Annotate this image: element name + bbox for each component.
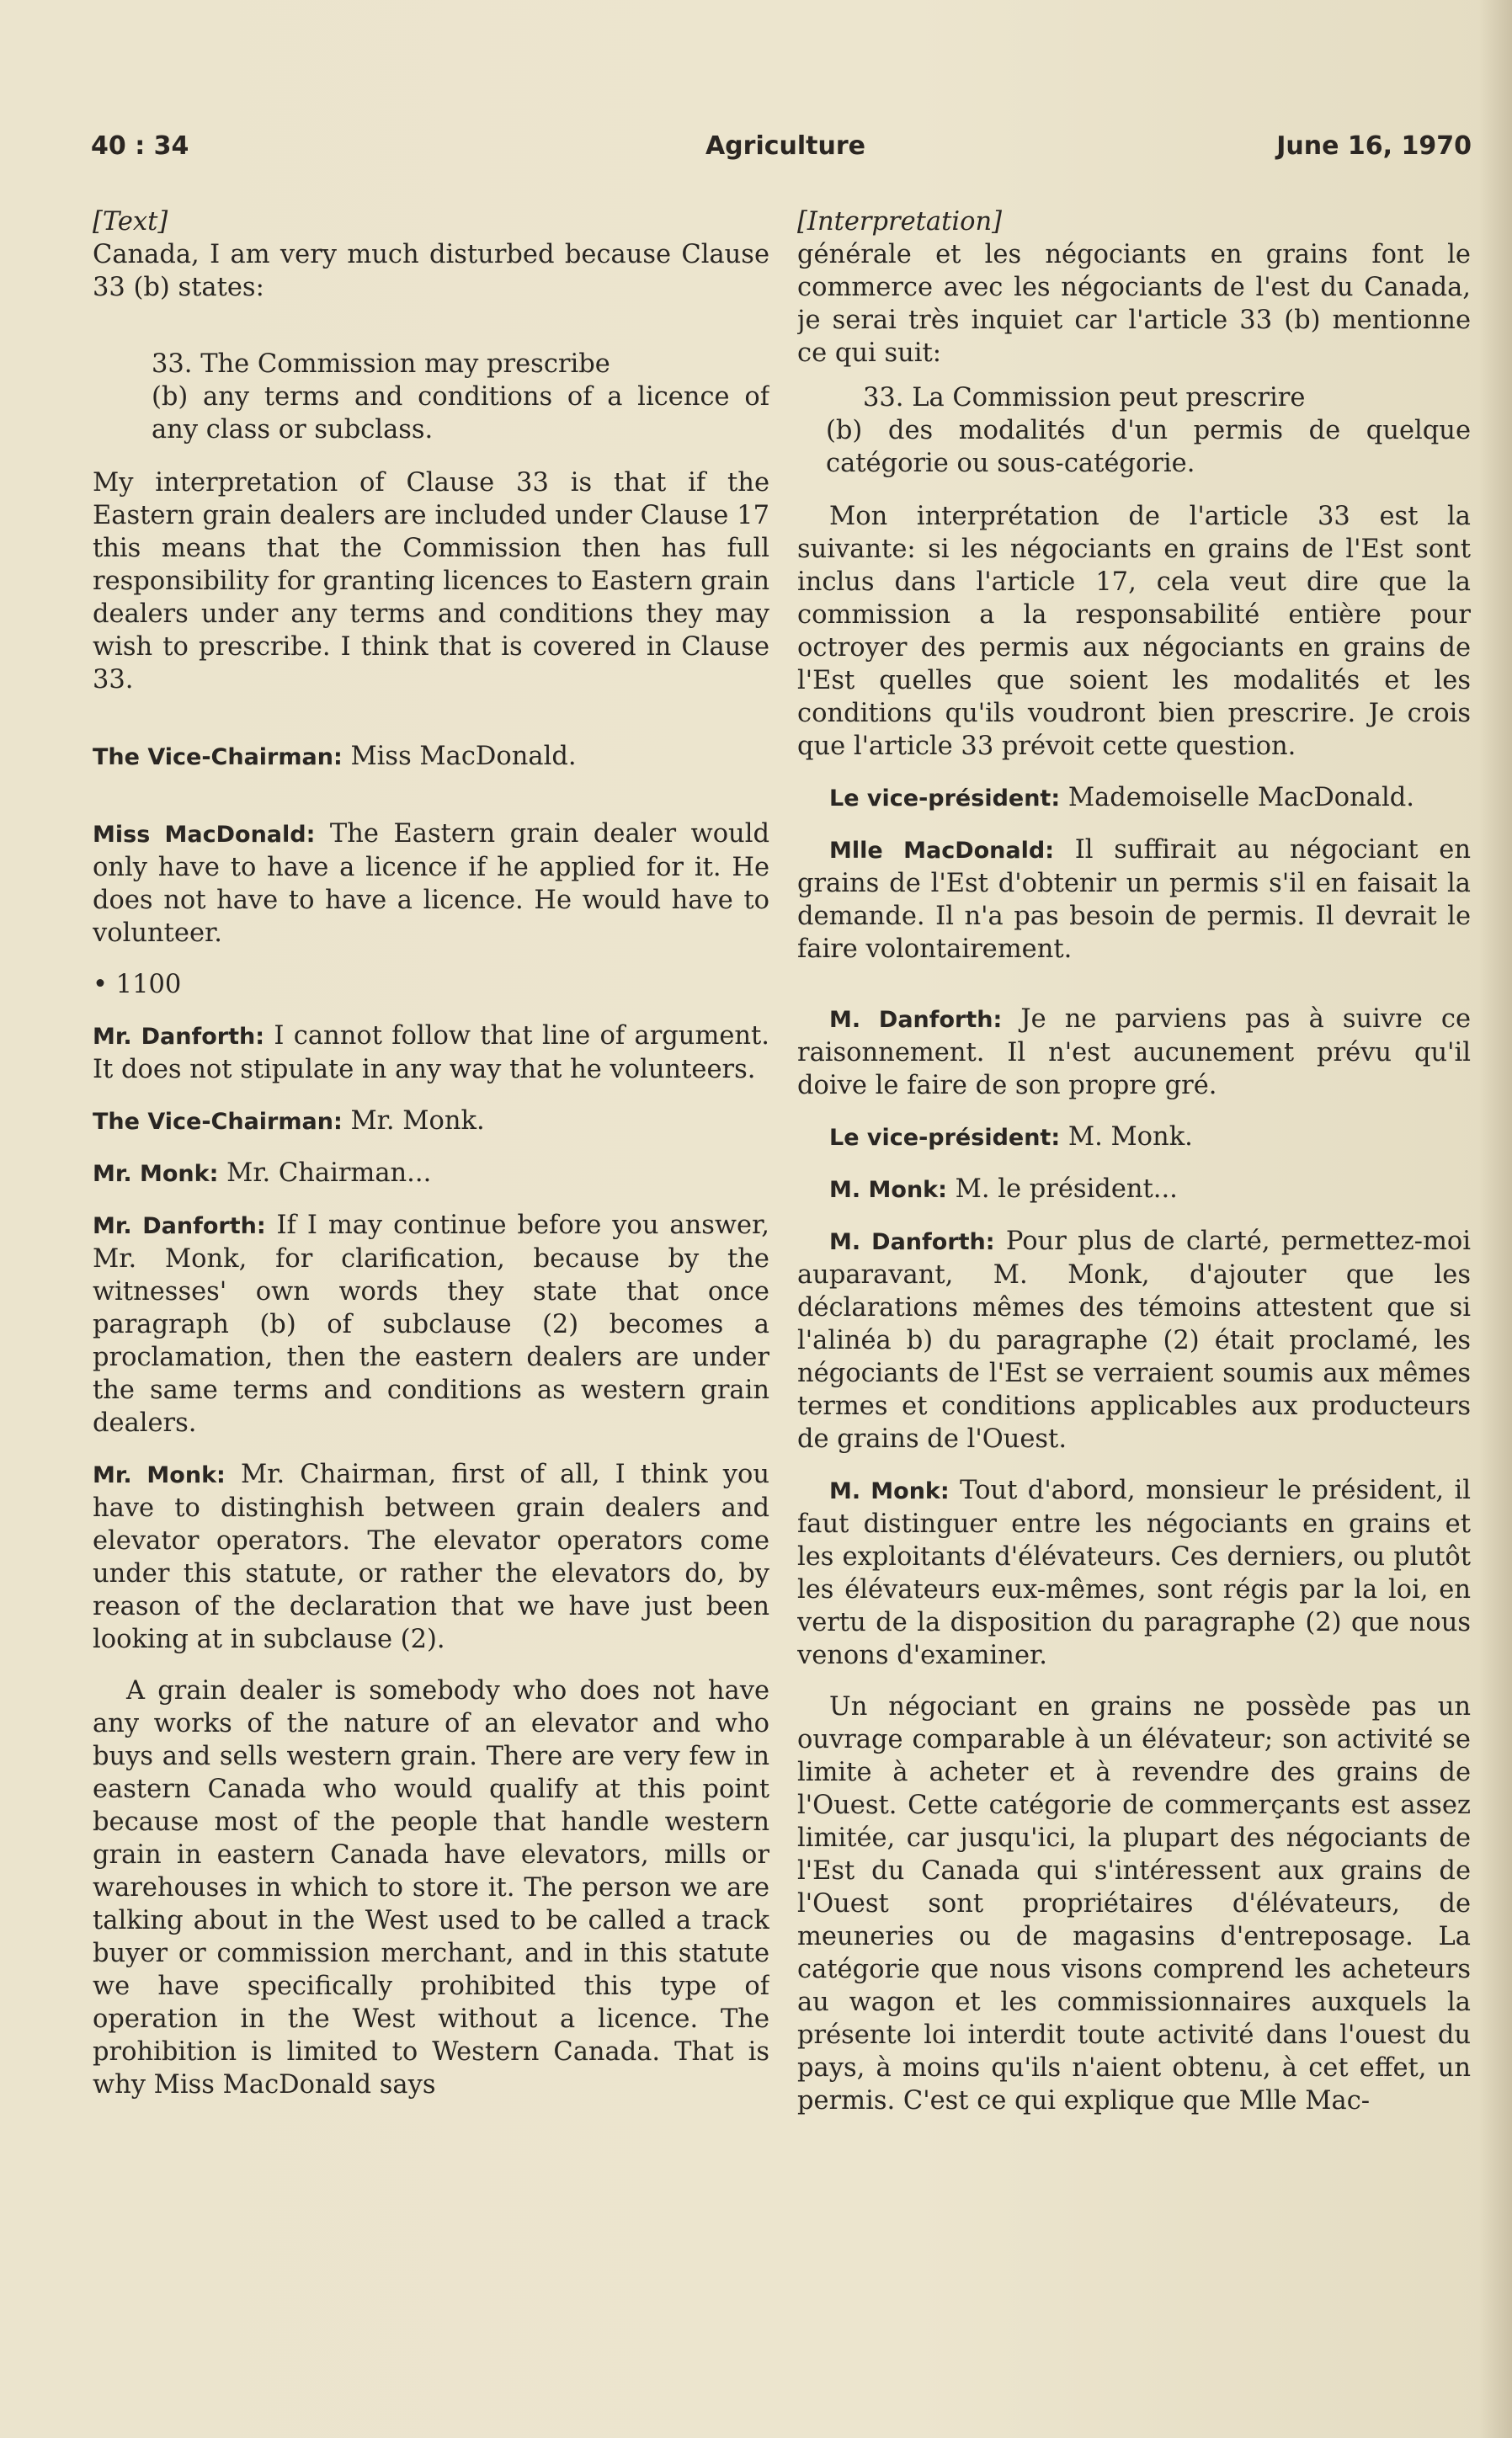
paragraph: Un négociant en grains ne possède pas un ouvrage comparable à un élévateur; son activité se limite à acheter et à revendre des grains de l'Ouest. Cette catégorie de commerçants est assez limitée, car jusqu'ici, la plupart des négociants de l'Est du Canada qui s'intéressent aux grains de l'Ouest sont propriétaires d'élévateurs, de meuneries ou de magasins d'entreposage. La catégorie que nous visons comprend les acheteurs au wagon et les commissionnaires auxquels la présente loi interdit toute activité dans l'ouest du pays, à moins qu'ils n'aient obtenu, à cet effet, un permis. C'est ce qui explique que Mlle Mac- bbox=[797, 1692, 1471, 2116]
speech bbox=[93, 1019, 769, 1086]
speech-text: Pour plus de clarté, permettez-moi auparavant, M. Monk, d'ajouter que les déclarations mêmes des témoins attestent que si l'alinéa b) du paragraphe (2) était proclamé, les négociants de l'Est se verraient soumis aux mêmes termes et conditions applicables aux producteurs de grains de l'Ouest. bbox=[797, 1227, 1471, 1454]
speaker-name: M. Danforth: bbox=[829, 1229, 995, 1255]
speaker-name: Miss MacDonald: bbox=[93, 822, 316, 848]
speech-text: If I may continue before you answer, Mr. Monk, for clarification, because by the witnesses' own words they state that once paragraph (b) of subclause (2) becomes a proclamation, then the eastern dealers are under the same terms and conditions as western grain dealers. bbox=[93, 1211, 769, 1438]
language-tag: [Text] bbox=[93, 207, 168, 237]
speech-text: Mademoiselle MacDonald. bbox=[1060, 783, 1414, 812]
speech-text: I cannot follow that line of argument. It does not stipulate in any way that he volunteers. bbox=[93, 1021, 769, 1084]
speech bbox=[797, 1121, 1471, 1154]
speaker-name: The Vice-Chairman: bbox=[93, 1109, 343, 1135]
speech-text: Mr. Chairman, first of all, I think you have to distinghish between grain dealers and elevator operators. The elevator operators come under this statute, or rather the elevators do, by reason of the declaration that we have just been looking at in subclause (2). bbox=[93, 1460, 769, 1654]
paragraph: A grain dealer is somebody who does not have any works of the nature of an elevator and who buys and sells western grain. There are very few in eastern Canada who would qualify at this point because most of the people that handle western grain in eastern Canada have elevators, mills or warehouses in which to store it. The person we are talking about in the West used to be called a track buyer or commission merchant, and in this statute we have specifically prohibited this type of operation in the West without a licence. The prohibition is limited to Western Canada. That is why Miss MacDonald says bbox=[93, 1676, 769, 2100]
french-column bbox=[797, 205, 1471, 2411]
speaker-name: The Vice-Chairman: bbox=[93, 744, 343, 770]
speech-text: Je ne parviens pas à suivre ce raisonnement. Il n'est aucunement prévu qu'il doive le faire de son propre gré. bbox=[797, 1004, 1471, 1100]
paragraph: My interpretation of Clause 33 is that if the Eastern grain dealers are included under Clause 17 this means that the Commission then has full responsibility for granting licences to Eastern grain dealers under any terms and conditions they may wish to prescribe. I think that is covered in Clause 33. bbox=[93, 468, 769, 695]
speech-text: M. le président... bbox=[946, 1174, 1178, 1204]
speech bbox=[797, 1474, 1471, 1672]
speech bbox=[797, 1003, 1471, 1102]
speech-text: Mr. Monk. bbox=[342, 1106, 485, 1136]
speaker-name: Mr. Monk: bbox=[93, 1161, 219, 1187]
speaker-name: Le vice-président: bbox=[829, 785, 1061, 812]
committee-title: Agriculture bbox=[705, 131, 866, 161]
speech bbox=[797, 833, 1471, 966]
speaker-name: M. Monk: bbox=[829, 1177, 947, 1203]
speech bbox=[93, 1209, 769, 1440]
time-marker: • 1100 bbox=[93, 970, 182, 999]
speaker-name: Mlle MacDonald: bbox=[829, 838, 1055, 864]
quoted-clause bbox=[93, 348, 769, 446]
speaker-name: Mr. Danforth: bbox=[93, 1024, 265, 1050]
speaker-name: M. Danforth: bbox=[829, 1007, 1003, 1033]
paragraph: générale et les négociants en grains font le commerce avec les négociants de l'est du Canada, je serai très inquiet car l'article 33 (b) mentionne ce qui suit: bbox=[797, 240, 1471, 368]
speaker-name: M. Monk: bbox=[829, 1478, 950, 1504]
quote-line: (b) any terms and conditions of a licence of any class or subclass. bbox=[152, 382, 769, 444]
speaker-name: Mr. Danforth: bbox=[93, 1213, 266, 1239]
speaker-name: Mr. Monk: bbox=[93, 1462, 226, 1488]
english-column bbox=[93, 205, 769, 2411]
language-tag: [Interpretation] bbox=[797, 207, 1002, 237]
speech-text: Il suffirait au négociant en grains de l'Est d'obtenir un permis s'il en faisait la demande. Il n'a pas besoin de permis. Il devrait le faire volontairement. bbox=[797, 835, 1471, 964]
speech bbox=[93, 1105, 769, 1138]
speech-text: M. Monk. bbox=[1060, 1122, 1193, 1152]
speech bbox=[797, 1173, 1471, 1206]
speech-text: Miss MacDonald. bbox=[342, 742, 577, 771]
speech-text: Mr. Chairman... bbox=[218, 1158, 432, 1188]
quote-line: 33. The Commission may prescribe bbox=[152, 349, 610, 379]
speech bbox=[797, 781, 1471, 815]
quote-line: (b) des modalités d'un permis de quelque catégorie ou sous-catégorie. bbox=[826, 416, 1471, 478]
speech bbox=[93, 740, 769, 774]
paragraph: Canada, I am very much disturbed because Clause 33 (b) states: bbox=[93, 240, 769, 302]
speech-text: The Eastern grain dealer would only have to have a licence if he applied for it. He does not have to have a licence. He would have to volunteer. bbox=[93, 819, 769, 948]
speech bbox=[93, 1157, 769, 1190]
speech bbox=[93, 1458, 769, 1656]
quote-line: 33. La Commission peut prescrire bbox=[863, 383, 1306, 413]
speaker-name: Le vice-président: bbox=[829, 1125, 1061, 1151]
page-number: 40 : 34 bbox=[91, 131, 189, 161]
page-header bbox=[91, 131, 1472, 173]
paragraph: Mon interprétation de l'article 33 est la suivante: si les négociants en grains de l'Est sont inclus dans l'article 17, cela veut dire que la commission a la responsabilité entière pour octroyer des permis aux négociants en grains de l'Est quelles que soient les modalités et les conditions qu'ils voudront bien prescrire. Je crois que l'article 33 prévoit cette question. bbox=[797, 502, 1471, 761]
quoted-clause bbox=[797, 381, 1471, 480]
speech bbox=[93, 817, 769, 950]
speech bbox=[797, 1225, 1471, 1456]
speech-text: Tout d'abord, monsieur le président, il faut distinguer entre les négociants en grains et les exploitants d'élévateurs. Ces derniers, ou plutôt les élévateurs eux-mêmes, sont régis par la loi, en vertu de la disposition du paragraphe (2) que nous venons d'examiner. bbox=[797, 1476, 1471, 1670]
sitting-date: June 16, 1970 bbox=[1276, 131, 1472, 161]
page-edge-shadow bbox=[1478, 0, 1512, 2438]
